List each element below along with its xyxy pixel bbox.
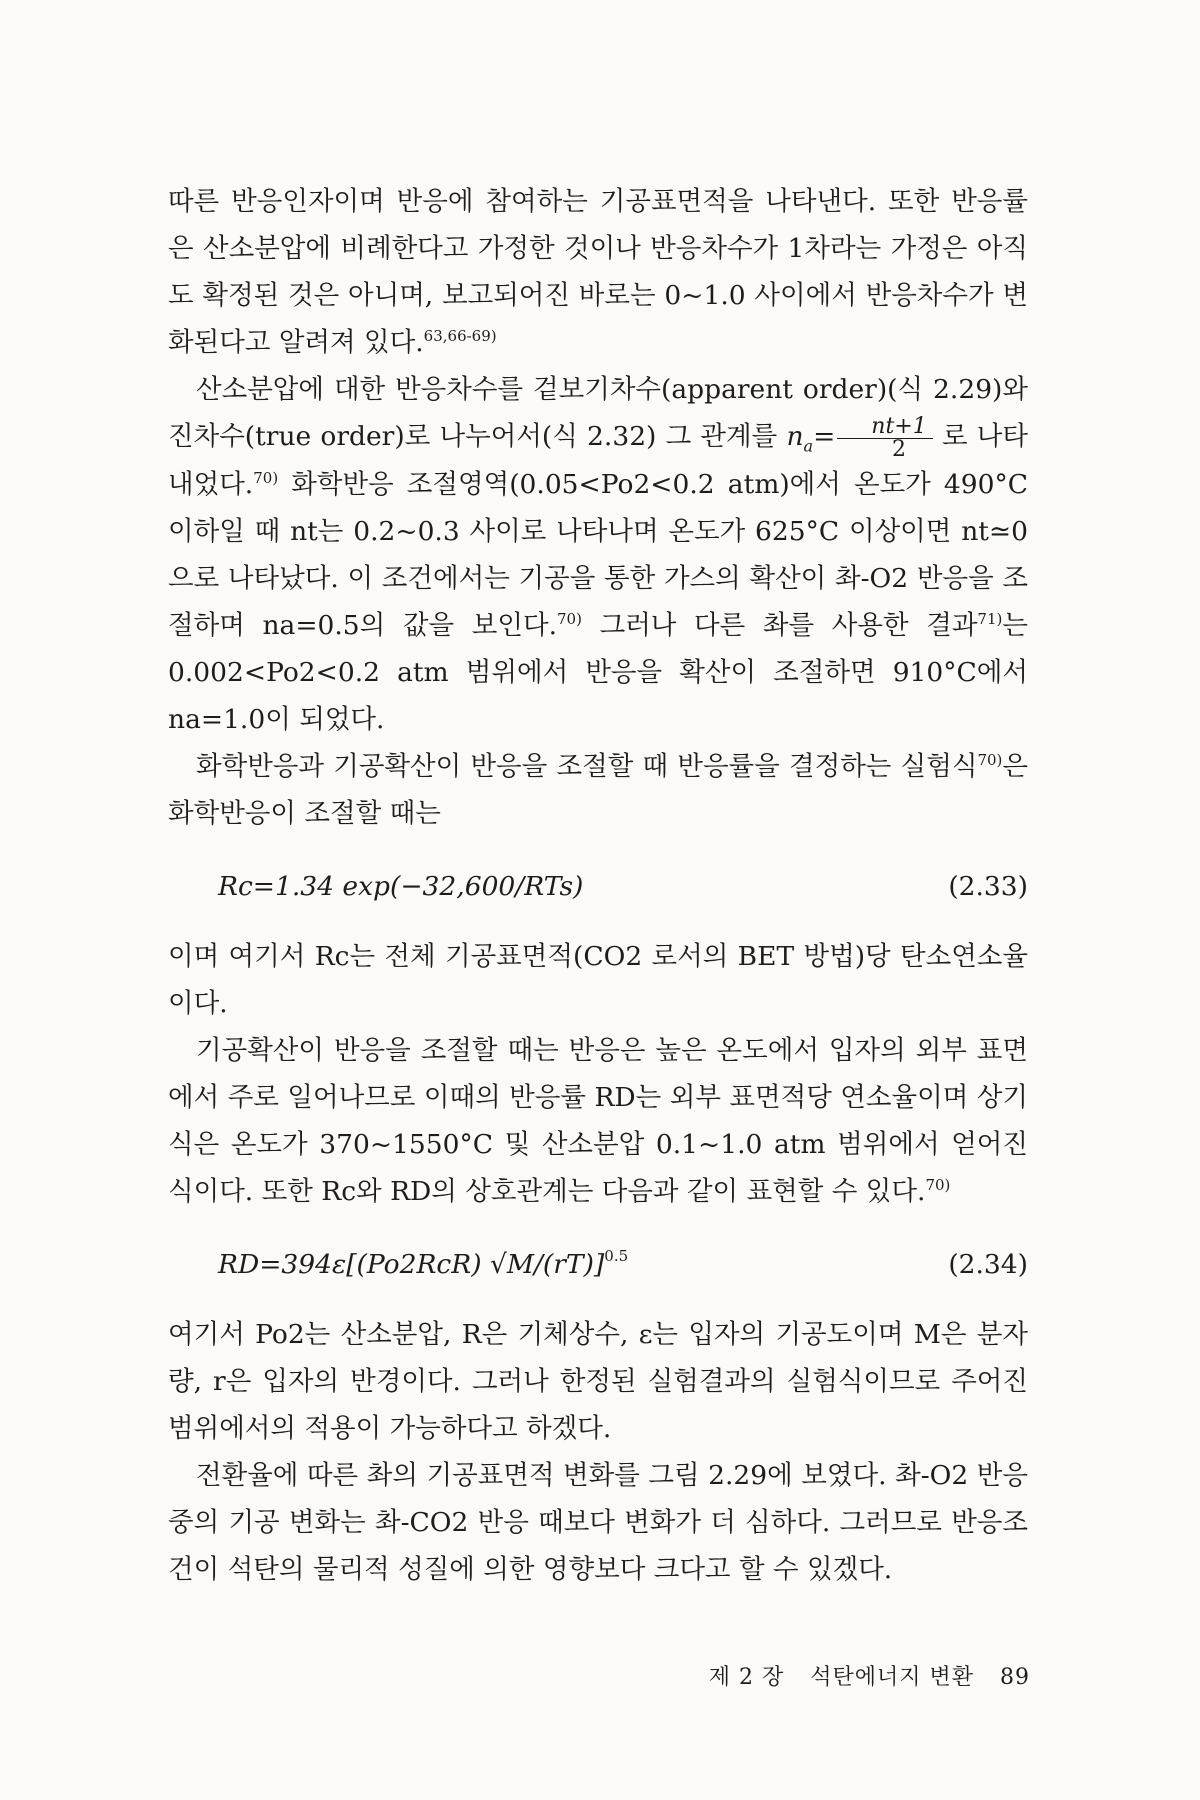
citation: 70)	[977, 750, 1003, 769]
equation-2-34	[168, 1225, 1028, 1305]
paragraph-6: 여기서 Po2는 산소분압, R은 기체상수, ε는 입자의 기공도이며 M은 분자량, r은 입자의 반경이다. 그러나 한정된 실험결과의 실험식이므로 주어진 범위에서의 적용이 가능하다고 하겠다.	[168, 1318, 1028, 1444]
citation: 70)	[925, 1175, 951, 1194]
citation: 70)	[557, 609, 582, 628]
equation-body: RD=394ε[(Po2RcR) √M/(rT)]$^{0.5}$	[218, 1247, 629, 1280]
fraction: $\frac{nt+1}{2}$	[837, 416, 932, 461]
equation-body: Rc=1.34 exp(−32,600/RTs)	[218, 871, 584, 902]
paragraph-3: 화학반응과 기공확산이 반응을 조절할 때 반응률을 결정하는 실험식$^{70)}$은 화학반응이 조절할 때는	[168, 750, 1028, 829]
paragraph-4: 이며 여기서 Rc는 전체 기공표면적(CO2 로서의 BET 방법)당 탄소연소율이다.	[168, 940, 1028, 1019]
equation-number: (2.34)	[948, 1249, 1028, 1280]
paragraph-7: 전환율에 따른 촤의 기공표면적 변화를 그림 2.29에 보였다. 촤-O2 반응 중의 기공 변화는 촤-CO2 반응 때보다 변화가 더 심하다. 그러므로 반응조건이 석탄의 물리적 성질에 의한 영향보다 크다고 할 수 있겠다.	[168, 1459, 1028, 1585]
chapter-label: 제 2 장	[708, 1665, 785, 1690]
body-text	[168, 178, 1028, 1593]
page-number: 89	[1000, 1665, 1030, 1690]
citation: 70)	[253, 468, 279, 487]
chapter-title: 석탄에너지 변환	[810, 1665, 974, 1690]
equation-2-33	[168, 847, 1028, 927]
equation-number: (2.33)	[948, 871, 1028, 902]
paragraph-2: 산소분압에 대한 반응차수를 겉보기차수(apparent order)(식 2.29)와 진차수(true order)로 나누어서(식 2.32) 그 관계를 $n_a=$ $\frac{nt+1}{2}$ 로 나타내었다.$^{70)}$ 화학반응 조절영역(0.05<Po2<0.2 atm)에서 온도가 490°C 이하일 때 nt는 0.2~0.3 사이로 나타나며 온도가 625°C 이상이면 nt≃0으로 나타났다. 이 조건에서는 기공을 통한 가스의 확산이 촤-O2 반응을 조절하며 na=0.5의 값을 보인다.$^{70)}$ 그러나 다른 촤를 사용한 결과$^{71)}$는 0.002<Po2<0.2 atm 범위에서 반응을 확산이 조절하면 910°C에서 na=1.0이 되었다.	[168, 374, 1028, 735]
paragraph-1: 따른 반응인자이며 반응에 참여하는 기공표면적을 나타낸다. 또한 반응률은 산소분압에 비례한다고 가정한 것이나 반응차수가 1차라는 가정은 아직도 확정된 것은 아니며, 보고되어진 바로는 0~1.0 사이에서 반응차수가 변화된다고 알려져 있다.$^{63,66-69)}$	[168, 186, 1028, 358]
citation: 71)	[977, 609, 1003, 628]
paragraph-5: 기공확산이 반응을 조절할 때는 반응은 높은 온도에서 입자의 외부 표면에서 주로 일어나므로 이때의 반응률 RD는 외부 표면적당 연소율이며 상기식은 온도가 370~1550°C 및 산소분압 0.1~1.0 atm 범위에서 얻어진 식이다. 또한 Rc와 RD의 상호관계는 다음과 같이 표현할 수 있다.$^{70)}$	[168, 1034, 1028, 1207]
page-footer	[650, 1660, 1030, 1691]
variable-na: $n_a$	[786, 421, 814, 456]
citation: 63,66-69)	[423, 327, 497, 345]
